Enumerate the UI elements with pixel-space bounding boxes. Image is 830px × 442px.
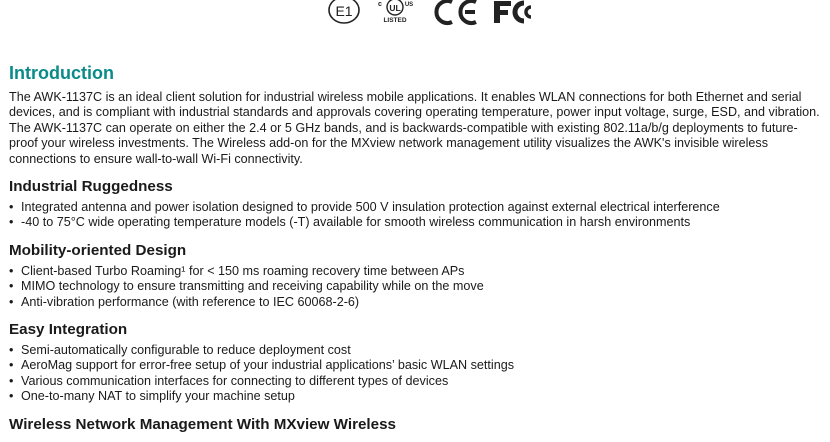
ul-mark-us: US [404, 2, 414, 8]
ul-mark-listed: LISTED [383, 17, 407, 24]
ul-mark-text: UL [389, 3, 401, 13]
fcc-mark-icon [493, 0, 537, 26]
introduction-paragraph: The AWK-1137C is an ideal client solution for industrial wireless mobile applications. It enables WLAN connections for both Ethernet and serial devices, and is compliant with industrial standards and approvals covering operating temperature, power input voltage, surge, ESD, and vibration. The AWK-1137C can operate on either the 2.4 or 5 GHz bands, and is backwards-compatible with existing 802.11a/b/g deployments to future-proof your wireless investments. The Wireless add-on for the MXview network management utility visualizes the AWK's invisible wireless connections to ensure wall-to-wall Wi-Fi connectivity. [9, 90, 820, 166]
ce-mark-icon [432, 0, 480, 26]
list-item: • -40 to 75°C wide operating temperature models (-T) available for smooth wireless communication in harsh environments [9, 215, 825, 230]
list-item: • Anti-vibration performance (with reference to IEC 60068-2-6) [9, 295, 825, 310]
list-item: • Various communication interfaces for connecting to different types of devices [9, 374, 825, 389]
list-item: • One-to-many NAT to simplify your machine setup [9, 389, 825, 404]
ul-mark-c: c [378, 1, 382, 8]
easy-integration-list [9, 343, 825, 405]
cul-us-listed-icon [375, 0, 415, 26]
e1-mark-icon [327, 0, 361, 26]
list-item: • Client-based Turbo Roaming¹ for < 150 ms roaming recovery time between APs [9, 264, 825, 279]
list-item: • Semi-automatically configurable to reduce deployment cost [9, 343, 825, 358]
introduction-heading: Introduction [9, 63, 114, 83]
industrial-ruggedness-list [9, 200, 825, 231]
section-heading-easy-integration: Easy Integration [9, 321, 128, 339]
list-item: • Integrated antenna and power isolation designed to provide 500 V insulation protection against external electrical interference [9, 200, 825, 215]
list-item: • MIMO technology to ensure transmitting and receiving capability while on the move [9, 279, 825, 294]
e1-mark-text: E1 [335, 3, 353, 19]
mobility-oriented-design-list [9, 264, 825, 310]
section-heading-industrial-ruggedness: Industrial Ruggedness [9, 178, 173, 196]
section-heading-mobility-oriented-design: Mobility-oriented Design [9, 241, 187, 259]
main-content [9, 62, 825, 434]
list-item: • AeroMag support for error-free setup of your industrial applications’ basic WLAN settings [9, 358, 825, 373]
certification-logos [0, 0, 830, 28]
section-heading-wireless-network-management: Wireless Network Management With MXview Wireless [9, 415, 396, 433]
